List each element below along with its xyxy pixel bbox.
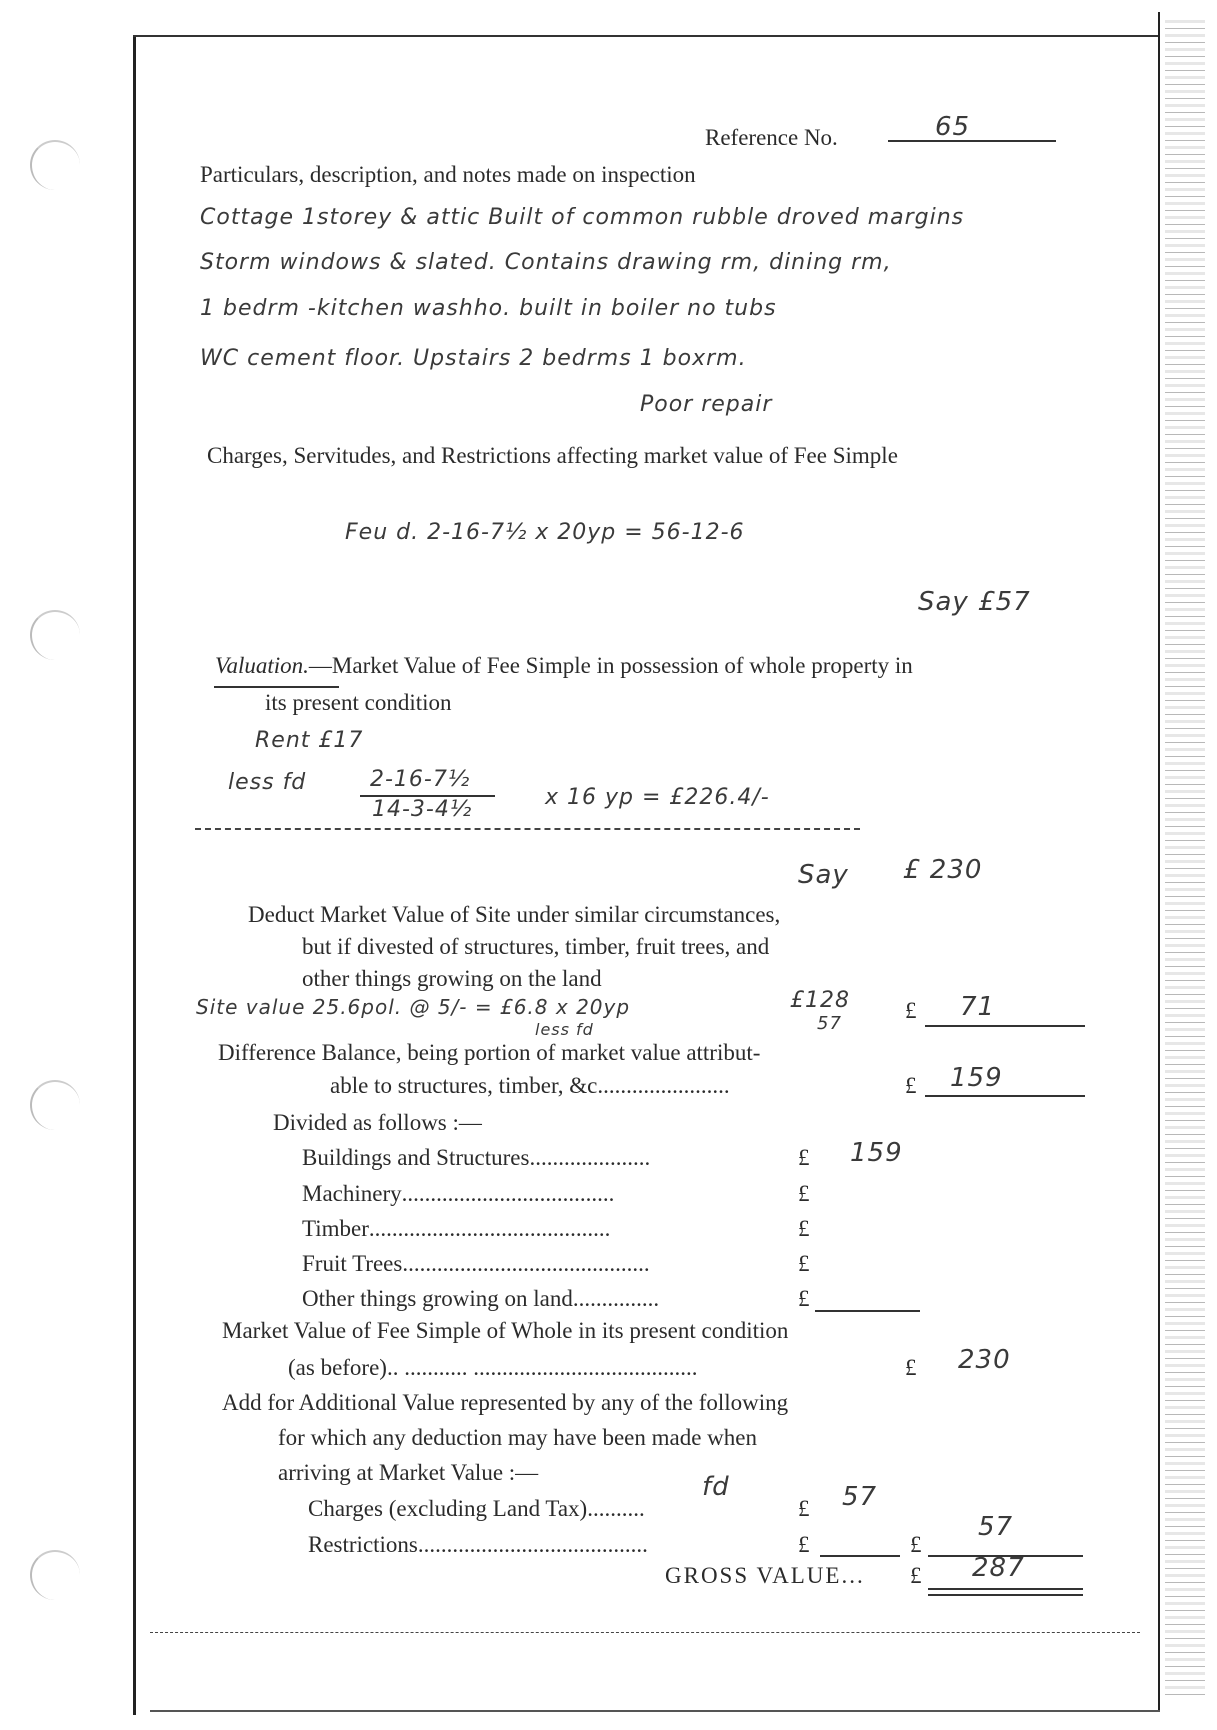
reference-number: 65 [935,112,971,142]
charges-say: Say £57 [918,587,1031,617]
divided-item-label [302,1216,610,1242]
divided-item-label [302,1251,650,1277]
add-restrictions-pound: £ [798,1532,810,1557]
valuation-title: Valuation. [215,653,309,678]
leader-dots: .......... [587,1496,645,1521]
leader-dots: ..................................... [401,1181,615,1206]
gross-underline-1 [928,1588,1083,1590]
top-border [133,35,1158,37]
divided-item-pound: £ [798,1145,810,1170]
difference-line-1: Difference Balance, being portion of market value attribut- [218,1040,761,1065]
difference-line-2-text: able to structures, timber, &c. [330,1073,604,1098]
valuation-title-underline [214,686,339,688]
valuation-less-bottom: 14-3-4½ [372,797,473,822]
reference-label: Reference No. [705,125,838,150]
difference-value: 159 [950,1063,1003,1093]
punch-hole-mark [30,1080,80,1130]
leader-dots: ...................... [603,1073,730,1098]
particulars-note-line: Poor repair [640,392,773,417]
deduct-site-note: Site value 25.6pol. @ 5/- = £6.8 x 20yp [196,995,631,1019]
particulars-heading: Particulars, description, and notes made on inspection [200,162,696,187]
divided-total-underline [815,1310,920,1312]
valuation-rent: Rent £17 [255,728,364,753]
divided-item-text: Timber [302,1216,369,1241]
leader-dots: ........................................... [402,1251,650,1276]
valuation-multiplier: x 16 yp = £226.4/- [545,785,770,810]
add-charges-text: Charges (excluding Land Tax) [308,1496,588,1521]
deduct-less-fd: less fd [535,1020,594,1039]
valuation-less-top: 2-16-7½ [370,767,471,792]
divided-item-pound: £ [798,1181,810,1206]
add-line-2: for which any deduction may have been made when [278,1425,757,1450]
deduct-sum-top: £128 [790,988,850,1013]
gross-pound: £ [910,1563,922,1588]
valuation-heading-text: —Market Value of Fee Simple in possession of whole property in [308,653,913,678]
add-total-value: 57 [978,1512,1014,1542]
valuation-say-value: £ 230 [903,855,983,885]
punch-hole-mark [30,1550,80,1600]
divided-item-text: Fruit Trees [302,1251,403,1276]
divided-item-label [302,1145,650,1171]
divided-item-text: Buildings and Structures [302,1145,530,1170]
divided-item-pound: £ [798,1216,810,1241]
gross-label: GROSS VALUE... [665,1563,865,1588]
particulars-note-line: 1 bedrm -kitchen washho. built in boiler no tubs [200,296,777,321]
divided-item-text: Machinery [302,1181,402,1206]
market-whole-pound: £ [905,1355,917,1380]
valuation-dashed-rule [195,828,860,830]
divided-item-label [302,1181,614,1207]
valuation-heading [215,653,913,679]
market-whole-value: 230 [958,1345,1011,1375]
leader-dots: .. ........... ....................................... [386,1355,698,1380]
difference-line-2 [330,1073,730,1099]
leader-dots: ..................... [529,1145,651,1170]
difference-value-underline [925,1095,1085,1097]
deduct-sum-bottom: 57 [817,1013,842,1034]
add-charges-label [308,1496,645,1522]
market-whole-line-2 [288,1355,697,1381]
deduct-line-1: Deduct Market Value of Site under similar circumstances, [248,902,781,927]
deduct-pound: £ [905,998,917,1023]
charges-heading: Charges, Servitudes, and Restrictions affecting market value of Fee Simple [207,443,898,468]
left-margin-line [133,35,136,1715]
valuation-heading-2: its present condition [265,690,452,715]
add-charges-note: fd [702,1472,730,1502]
bottom-border [150,1710,1160,1712]
market-whole-line-2-text: (as before) [288,1355,387,1380]
add-line-3: arriving at Market Value :— [278,1460,539,1485]
market-whole-line-1: Market Value of Fee Simple of Whole in its present condition [222,1318,789,1343]
divided-item-label [302,1286,659,1312]
add-restrictions-label [308,1532,648,1558]
divided-heading: Divided as follows :— [273,1110,482,1135]
add-restrictions-underline [820,1555,900,1557]
particulars-note-line: WC cement floor. Upstairs 2 bedrms 1 boxrm. [200,346,747,371]
add-charges-value: 57 [842,1482,878,1512]
leader-dots: ............... [572,1286,660,1311]
gross-underline-2 [928,1594,1083,1596]
punch-hole-mark [30,140,80,190]
divided-item-pound: £ [798,1251,810,1276]
particulars-note-line: Cottage 1storey & attic Built of common rubble droved margins [200,205,965,230]
difference-pound: £ [905,1073,917,1098]
leader-dots: .......................................... [368,1216,611,1241]
deduct-line-3: other things growing on the land [302,966,602,991]
deduct-value-underline [925,1025,1085,1027]
reference-underline [888,140,1056,142]
deduct-value: 71 [960,992,996,1022]
add-line-1: Add for Additional Value represented by any of the following [222,1390,789,1415]
punch-hole-mark [30,610,80,660]
charges-calculation: Feu d. 2-16-7½ x 20yp = 56-12-6 [345,520,745,545]
valuation-say-label: Say [798,860,849,890]
right-border [1158,12,1160,1712]
divided-item-pound: £ [798,1286,810,1311]
binding-edge [1165,20,1205,1700]
deduct-line-2: but if divested of structures, timber, fruit trees, and [302,934,770,959]
divided-item-value: 159 [850,1138,903,1168]
gross-value: 287 [972,1553,1025,1583]
valuation-less-label: less fd [228,770,307,795]
add-total-pound: £ [910,1532,922,1557]
particulars-note-line: Storm windows & slated. Contains drawing rm, dining rm, [200,250,892,275]
add-restrictions-text: Restrictions [308,1532,418,1557]
add-charges-pound: £ [798,1496,810,1521]
divided-item-text: Other things growing on land [302,1286,573,1311]
bottom-dashed-rule [150,1632,1140,1633]
leader-dots: ........................................ [417,1532,648,1557]
